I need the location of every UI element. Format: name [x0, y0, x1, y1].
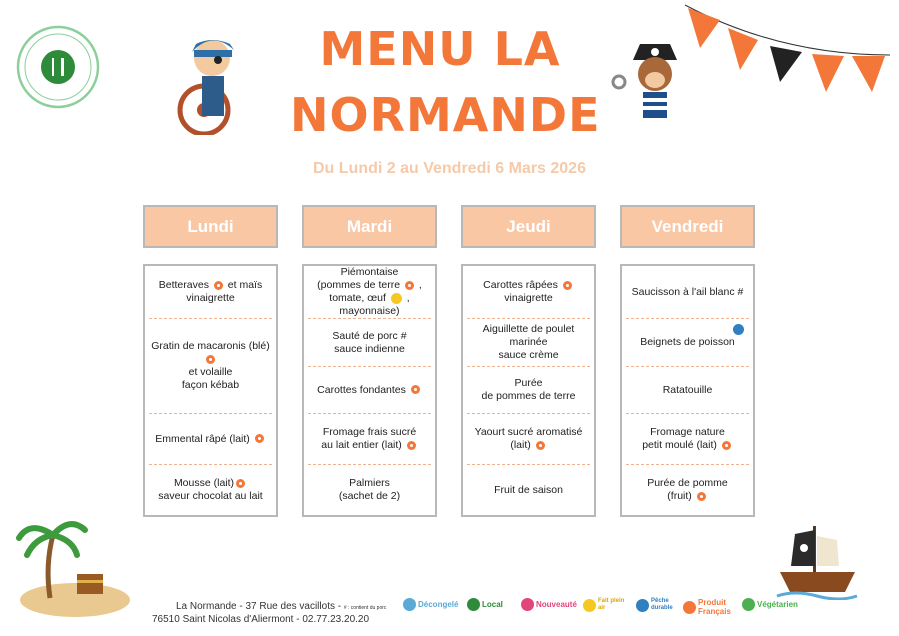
- local-icon: [467, 598, 480, 611]
- day-header-vendredi: Vendredi: [620, 205, 755, 248]
- footer-address-line2: 76510 Saint Nicolas d'Aliermont - 02.77.23.20.20: [152, 614, 370, 625]
- column-mardi: [302, 205, 437, 502]
- produit-francais-icon: [255, 434, 264, 443]
- menu-dates: Du Lundi 2 au Vendredi 6 Mars 2026: [313, 160, 586, 177]
- pirate-monkey-illustration: [605, 38, 690, 133]
- column-vendredi: [620, 205, 755, 502]
- day-menu-jeudi: [461, 264, 596, 517]
- produit-francais-icon: [722, 441, 731, 450]
- menu-title-line1: MENU LA: [319, 22, 561, 76]
- day-menu-lundi: [143, 264, 278, 517]
- menu-item: Mousse (lait) saveur chocolat au lait: [158, 477, 263, 502]
- produit-francais-icon: [236, 479, 245, 488]
- plein-air-icon: [391, 293, 402, 304]
- fish-icon: [636, 599, 649, 612]
- menu-item: Palmiers (sachet de 2): [338, 477, 401, 502]
- menu-title-line2: NORMANDE: [290, 88, 601, 142]
- pirate-ship-illustration: [775, 520, 860, 600]
- pirate-boy-illustration: [172, 30, 252, 135]
- logo-emblem: [16, 25, 100, 109]
- footer-note: # : contient du porc: [343, 605, 387, 611]
- day-menu-mardi: [302, 264, 437, 517]
- produit-francais-icon: [407, 441, 416, 450]
- leaf-icon: [742, 598, 755, 611]
- menu-item: Yaourt sucré aromatisé (lait): [474, 426, 583, 451]
- menu-item: Carottes fondantes: [304, 367, 435, 413]
- bunting-flags: [680, 0, 895, 100]
- legend-decongele: Décongelé: [403, 598, 458, 611]
- menu-item: Piémontaise (pommes de terre , tomate, œuf , mayonnaise): [317, 266, 422, 317]
- day-header-jeudi: Jeudi: [461, 205, 596, 248]
- day-header-lundi: Lundi: [143, 205, 278, 248]
- menu-item: Purée de pomme (fruit): [647, 477, 728, 502]
- menu-item: Saucisson à l'ail blanc #: [631, 285, 744, 298]
- legend-plein-air: Fait plein air: [583, 598, 628, 612]
- column-lundi: [143, 205, 278, 502]
- day-header-mardi: Mardi: [302, 205, 437, 248]
- legend-nouveaute: Nouveauté: [521, 598, 577, 611]
- egg-icon: [583, 599, 596, 612]
- logo: [16, 25, 100, 109]
- produit-francais-icon: [536, 441, 545, 450]
- menu-item: Fromage frais sucré au lait entier (lait): [321, 426, 417, 451]
- menu-item: Aiguillette de poulet marinée sauce crème: [482, 323, 575, 361]
- produit-francais-icon: [405, 281, 414, 290]
- legend-local: Local: [467, 598, 503, 611]
- menu-item: Beignets de poisson: [640, 336, 735, 348]
- menu-item: Purée de pommes de terre: [481, 377, 576, 402]
- snowflake-icon: [403, 598, 416, 611]
- treasure-island-illustration: [15, 510, 130, 620]
- produit-francais-icon: [683, 601, 696, 614]
- column-jeudi: [461, 205, 596, 496]
- produit-francais-icon: [697, 492, 706, 501]
- menu-item: Emmental râpé (lait): [145, 414, 276, 464]
- produit-francais-icon: [563, 281, 572, 290]
- produit-francais-icon: [206, 355, 215, 364]
- menu-item: Gratin de macaronis (blé) et volaille façon kébab: [151, 340, 270, 391]
- legend-produit-francais: Produit Français: [683, 598, 734, 616]
- footer-address-line1: La Normande - 37 Rue des vacillots - # : contient du porc: [176, 601, 387, 612]
- nouveaute-icon: [521, 598, 534, 611]
- legend-vegetarien: Végétarien: [742, 598, 798, 611]
- menu-item: Betteraves et maïs vinaigrette: [158, 279, 263, 304]
- produit-francais-icon: [214, 281, 223, 290]
- legend-peche-durable: Pêche durable: [636, 598, 685, 612]
- day-menu-vendredi: [620, 264, 755, 517]
- menu-item: Fruit de saison: [494, 483, 563, 496]
- peche-durable-icon: [733, 324, 744, 335]
- menu-item: Carottes râpées vinaigrette: [463, 266, 594, 318]
- produit-francais-icon: [411, 385, 420, 394]
- menu-item: Sauté de porc # sauce indienne: [332, 329, 407, 355]
- menu-item: Ratatouille: [662, 383, 713, 396]
- menu-item: Fromage nature petit moulé (lait): [622, 414, 753, 464]
